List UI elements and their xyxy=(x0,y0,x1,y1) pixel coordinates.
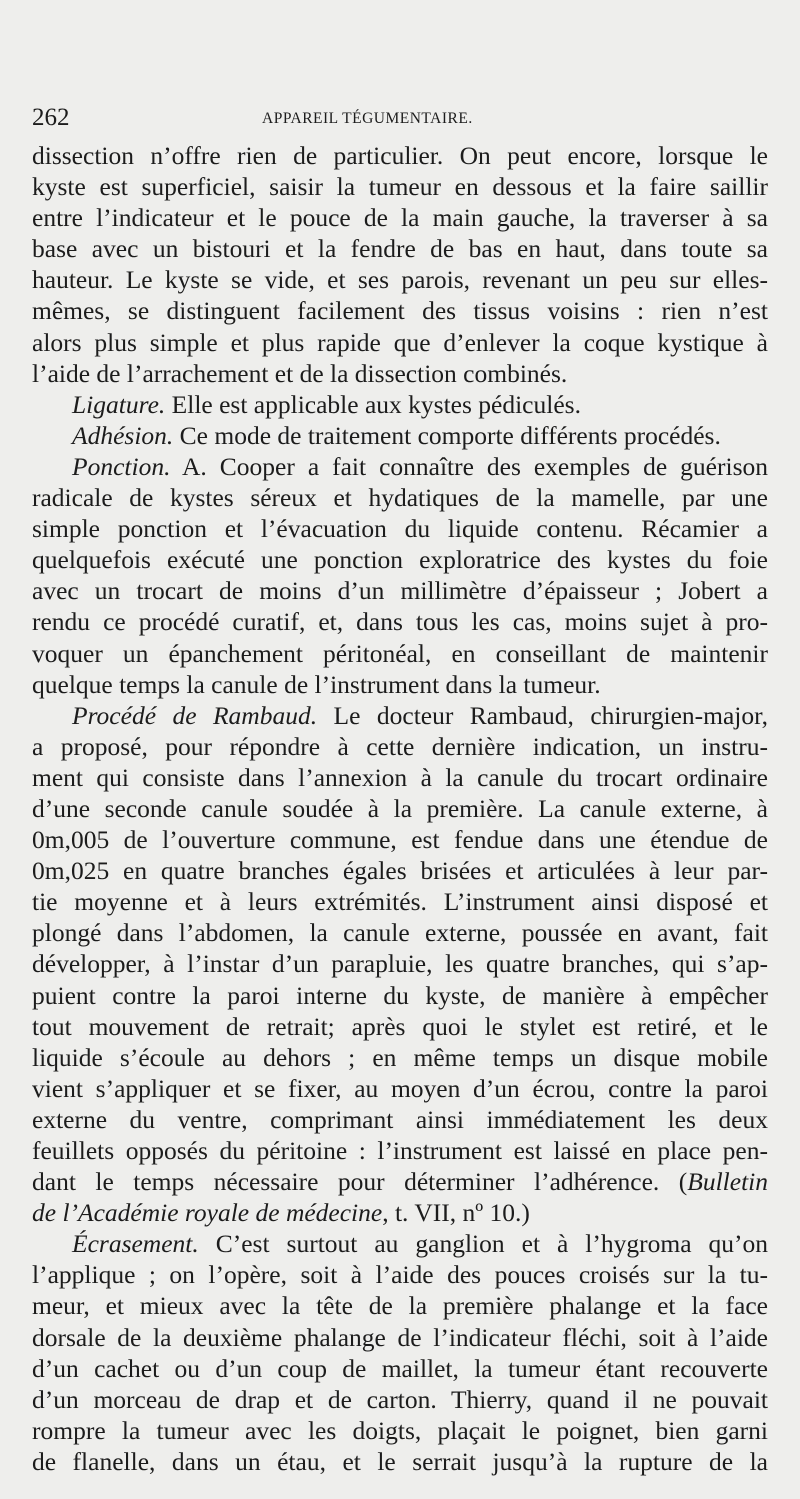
text-line: alors plus simple et plus rapide que d’enlever la coque kystique à xyxy=(32,327,768,357)
text-line: a proposé, pour répondre à cette dernière indication, un instru- xyxy=(32,731,768,761)
section-heading-rambaud: Procédé de Rambaud. xyxy=(72,700,318,730)
text-line: l’aide de l’arrachement et de la dissection combinés. xyxy=(32,358,568,388)
page-header xyxy=(32,104,772,134)
text-line: hauteur. Le kyste se vide, et ses parois, revenant un peu sur elles- xyxy=(32,265,768,295)
paragraph-ecrasement: Écrasement. C’est surtout au ganglion et à l’hygroma qu’on xyxy=(72,1229,768,1259)
section-heading-ponction: Ponction. xyxy=(72,451,171,481)
text-line: simple ponction et l’évacuation du liquide contenu. Récamier a xyxy=(32,514,768,544)
text-line: dant le temps nécessaire pour déterminer l’adhérence. (Bulletin xyxy=(32,1167,768,1197)
text-line: quelquefois exécuté une ponction exploratrice des kystes du foie xyxy=(32,545,768,575)
paragraph-rambaud: Procédé de Rambaud. Le docteur Rambaud, chirurgien-major, xyxy=(72,700,768,730)
text-line: plongé dans l’abdomen, la canule externe, poussée en avant, fait xyxy=(32,918,768,948)
text-line: dissection n’offre rien de particulier. On peut encore, lorsque le xyxy=(32,141,768,170)
text-line: liquide s’écoule au dehors ; en même temps un disque mobile xyxy=(32,1042,768,1072)
text-line: avec un trocart de moins d’un millimètre d’épaisseur ; Jobert a xyxy=(32,576,768,606)
text-line: d’une seconde canule soudée à la première. La canule externe, à xyxy=(32,793,768,823)
citation-title: Bulletin xyxy=(687,1167,768,1197)
text-line: dorsale de la deuxième phalange de l’indicateur fléchi, soit à l’aide xyxy=(32,1322,768,1352)
text-line: 0m,005 de l’ouverture commune, est fendue dans une étendue de xyxy=(32,825,768,855)
text-line: de flanelle, dans un étau, et le serrait jusqu’à la rupture de la xyxy=(32,1446,768,1476)
text-line: ment qui consiste dans l’annexion à la canule du trocart ordinaire xyxy=(32,762,768,792)
text-line: 0m,025 en quatre branches égales brisées et articulées à leur par- xyxy=(32,856,768,886)
text-line: l’applique ; on l’opère, soit à l’aide des pouces croisés sur la tu- xyxy=(32,1260,768,1290)
text-line: mêmes, se distinguent facilement des tissus voisins : rien n’est xyxy=(32,296,768,326)
citation-title-cont: de l’Académie royale de médecine xyxy=(32,1198,383,1228)
text-line: tie moyenne et à leurs extrémités. L’instrument ainsi disposé et xyxy=(32,887,768,917)
section-heading-adhesion: Adhésion. xyxy=(72,420,174,450)
text-line: rendu ce procédé curatif, et, dans tous les cas, moins sujet à pro- xyxy=(32,607,768,637)
running-head: APPAREIL TÉGUMENTAIRE. xyxy=(262,110,473,127)
text-line: radicale de kystes séreux et hydatiques de la mamelle, par une xyxy=(32,483,768,513)
paragraph-ponction: Ponction. A. Cooper a fait connaître des exemples de guérison xyxy=(72,451,768,481)
section-heading-ligature: Ligature. xyxy=(72,389,166,419)
text-line: développer, à l’instar d’un parapluie, les quatre branches, qui s’ap- xyxy=(32,949,768,979)
text-line: d’un morceau de drap et de carton. Thierry, quand il ne pouvait xyxy=(32,1384,768,1414)
text-line: de l’Académie royale de médecine, t. VII, nº 10.) xyxy=(32,1198,530,1228)
text-line: externe du ventre, comprimant ainsi immédiatement les deux xyxy=(32,1104,768,1134)
text-line: vient s’appliquer et se fixer, au moyen d’un écrou, contre la paroi xyxy=(32,1073,768,1103)
text-line: meur, et mieux avec la tête de la première phalange et la face xyxy=(32,1291,768,1321)
text-line: quelque temps la canule de l’instrument dans la tumeur. xyxy=(32,669,601,699)
text-line: feuillets opposés du péritoine : l’instrument est laissé en place pen- xyxy=(32,1136,768,1165)
text-line: d’un cachet ou d’un coup de maillet, la tumeur étant recouverte xyxy=(32,1353,768,1383)
text-line: voquer un épanchement péritonéal, en conseillant de maintenir xyxy=(32,638,768,668)
section-heading-ecrasement: Écrasement. xyxy=(72,1229,199,1259)
paragraph-adhesion: Adhésion. Ce mode de traitement comporte différents procédés. xyxy=(72,420,721,450)
paragraph-ligature: Ligature. Elle est applicable aux kystes pédiculés. xyxy=(72,389,581,419)
body-text xyxy=(32,140,768,1477)
text-line: entre l’indicateur et le pouce de la main gauche, la traverser à sa xyxy=(32,203,768,233)
page-number: 262 xyxy=(32,104,70,131)
text-line: kyste est superficiel, saisir la tumeur en dessous et la faire saillir xyxy=(32,172,768,202)
text-line: rompre la tumeur avec les doigts, plaçait le poignet, bien garni xyxy=(32,1415,768,1445)
text-line: tout mouvement de retrait; après quoi le stylet est retiré, et le xyxy=(32,1011,768,1041)
text-line: puient contre la paroi interne du kyste, de manière à empêcher xyxy=(32,980,768,1010)
text-line: base avec un bistouri et la fendre de bas en haut, dans toute sa xyxy=(32,234,768,264)
